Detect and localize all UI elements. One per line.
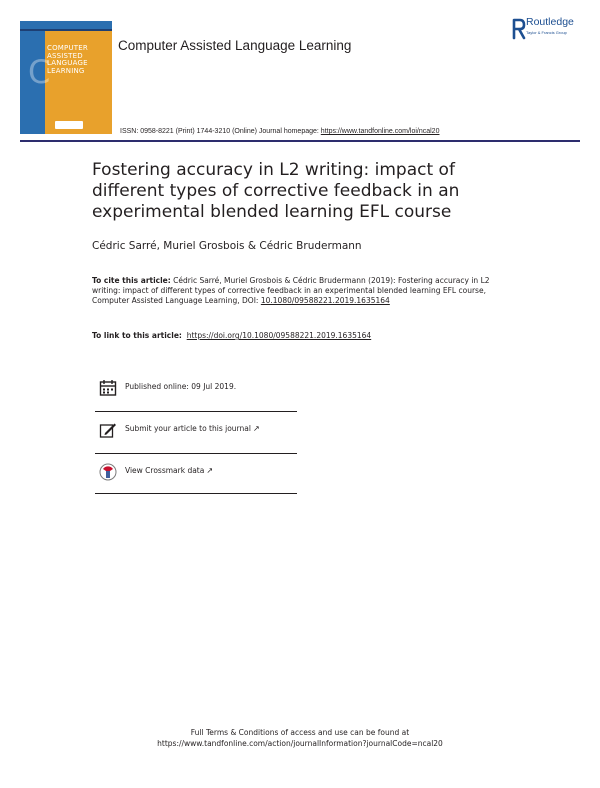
info-divider [95,493,297,494]
cover-top-line [20,29,112,31]
cover-title [47,45,109,75]
cover-title-line: LANGUAGE [47,59,88,67]
submit-article-label: Submit your article to this journal [125,424,251,433]
citation-text: Cédric Sarré, Muriel Grosbois & Cédric Brudermann (2019): Fostering accuracy in L2 writing: impact of different types of corrective feedback in an experimental blended learning EFL course, Computer Assisted Language Learning, DOI: [92,276,490,306]
article-link-line [92,331,371,340]
crossmark-row[interactable] [95,460,297,488]
external-link-icon: ↗ [252,424,260,433]
footer-terms-link[interactable]: https://www.tandfonline.com/action/journalInformation?journalCode=ncal20 [157,739,443,748]
edit-pencil-icon [99,421,117,439]
article-link-label: To link to this article: [92,331,182,340]
crossmark-label: View Crossmark data [125,466,205,475]
publisher-subtitle: Taylor & Francis Group [526,30,567,35]
calendar-icon [99,379,117,397]
citation-doi-link[interactable]: 10.1080/09588221.2019.1635164 [260,296,390,306]
journal-cover-image [20,21,112,134]
submit-article-link[interactable] [125,424,260,433]
header-divider [20,140,580,142]
article-info-block [95,376,297,496]
crossmark-link[interactable] [125,466,213,475]
crossmark-icon [99,463,117,481]
info-divider [95,453,297,454]
cover-title-line: COMPUTER [47,44,88,52]
submit-article-row[interactable] [95,418,297,446]
published-date: Published online: 09 Jul 2019. [125,382,237,391]
cover-title-line: LEARNING [47,66,85,75]
cover-title-line: ASSISTED [47,51,83,60]
article-authors: Cédric Sarré, Muriel Grosbois & Cédric Brudermann [92,240,362,252]
publisher-name: Routledge [526,16,574,28]
footer-terms [100,727,500,749]
published-row [95,376,297,404]
external-link-icon: ↗ [206,466,214,475]
cover-watermark: C [28,53,51,91]
cover-top-stripe [20,21,112,29]
citation-label: To cite this article: [92,276,171,285]
footer-line: Full Terms & Conditions of access and use can be found at [190,728,410,737]
journal-title[interactable]: Computer Assisted Language Learning [118,38,352,53]
article-title: Fostering accuracy in L2 writing: impact of different types of corrective feedback in an experimental blended learning EFL course [92,160,460,222]
citation-block [92,276,512,307]
issn-line [120,128,439,135]
info-divider [95,411,297,412]
article-doi-link[interactable]: https://doi.org/10.1080/09588221.2019.1635164 [186,331,372,340]
journal-homepage-link[interactable]: https://www.tandfonline.com/loi/ncal20 [320,128,440,135]
issn-text: ISSN: 0958-8221 (Print) 1744-3210 (Online) Journal homepage: [120,128,321,135]
cover-publisher-mark [55,121,83,129]
